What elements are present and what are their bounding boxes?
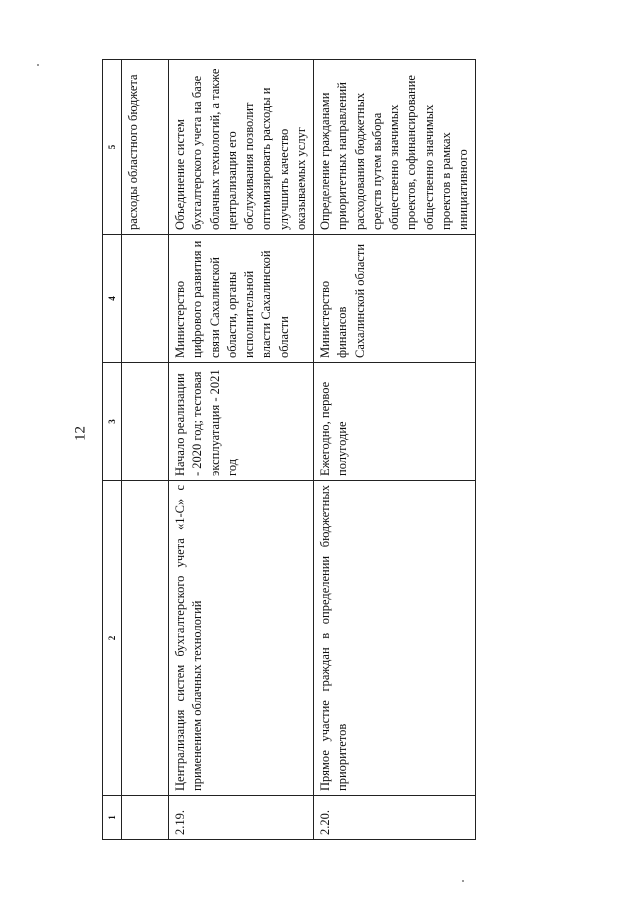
table-row-2-20 xyxy=(314,60,476,840)
header-col-1: 1 xyxy=(103,796,122,840)
cell-result: Определение гражданами приоритетных направлений расходования бюджетных средств путем выбора общественно значимых проектов, софинансирование общественно значимых проектов в рамках инициативного xyxy=(314,60,476,235)
cell-measure: Прямое участие граждан в определении бюджетных приоритетов xyxy=(314,481,476,796)
rotated-table-container xyxy=(102,60,470,840)
cell-measure xyxy=(122,481,169,796)
header-col-5: 5 xyxy=(103,60,122,235)
cell-num: 2.20. xyxy=(314,796,476,840)
cell-responsible: Министерство цифрового развития и связи Сахалинской области, органы исполнительной власти Сахалинской области xyxy=(169,235,314,363)
cell-num xyxy=(122,796,169,840)
header-col-2: 2 xyxy=(103,481,122,796)
table-header-row xyxy=(103,60,122,840)
header-col-3: 3 xyxy=(103,363,122,481)
measures-table xyxy=(102,59,476,840)
page-number: 12 xyxy=(72,426,89,441)
scan-speck xyxy=(462,880,464,882)
cell-result: расходы областного бюджета xyxy=(122,60,169,235)
cell-responsible: Министерство финансов Сахалинской области xyxy=(314,235,476,363)
cell-responsible xyxy=(122,235,169,363)
table-row-2-19 xyxy=(169,60,314,840)
header-col-4: 4 xyxy=(103,235,122,363)
scan-speck xyxy=(37,64,39,66)
cell-deadline: Ежегодно, первое полугодие xyxy=(314,363,476,481)
cell-num: 2.19. xyxy=(169,796,314,840)
table-row-continuation xyxy=(122,60,169,840)
cell-measure: Централизация систем бухгалтерского учета «1-С» с применением облачных технологий xyxy=(169,481,314,796)
cell-result: Объединение систем бухгалтерского учета на базе облачных технологий, а также централизация его обслуживания позволит оптимизировать расходы и улучшить качество оказываемых услуг xyxy=(169,60,314,235)
cell-deadline xyxy=(122,363,169,481)
cell-deadline: Начало реализации - 2020 год; тестовая эксплуатация - 2021 год xyxy=(169,363,314,481)
